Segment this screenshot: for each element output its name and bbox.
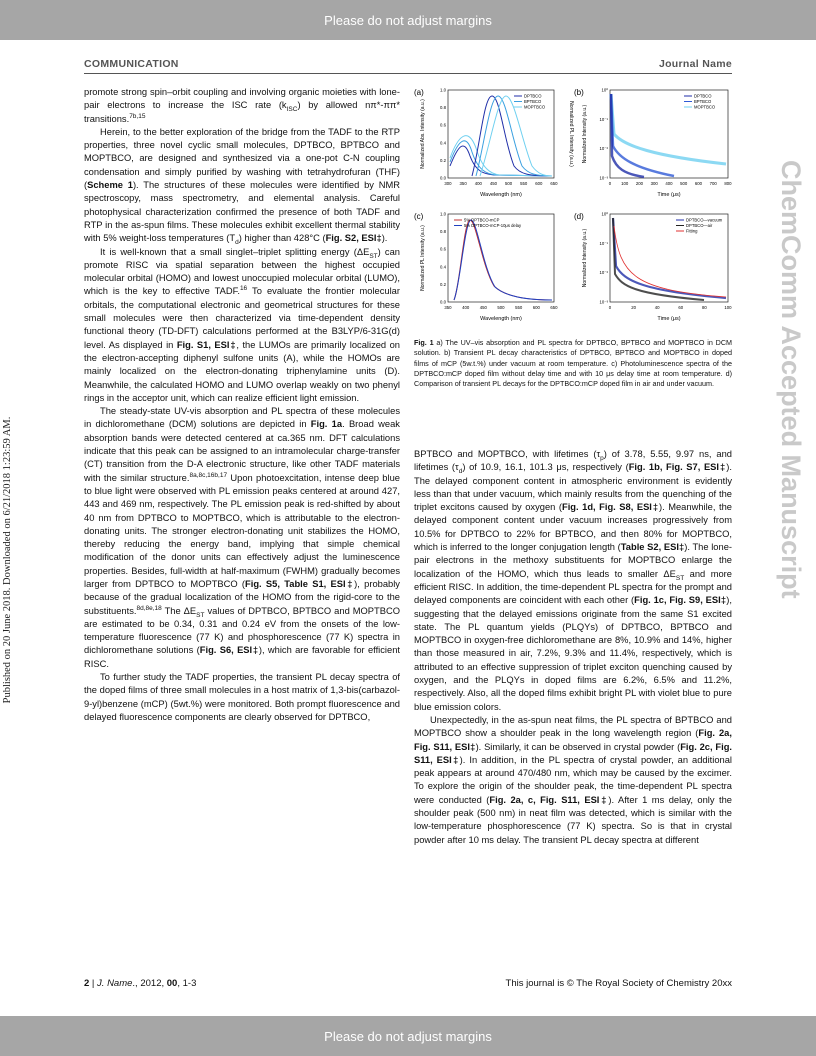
panel-c-xtick: 500 <box>497 305 505 310</box>
panel-d <box>574 212 732 323</box>
panel-b-xtick: 400 <box>665 181 673 186</box>
panel-a-xtick: 300 <box>444 181 452 186</box>
panel-d-yticks <box>600 212 609 305</box>
panel-a-ylabel-right: Normalized PL Intensity (a.u.) <box>568 101 574 167</box>
header-journal-name: Journal Name <box>658 58 732 70</box>
panel-c-xtick: 650 <box>550 305 558 310</box>
panel-a-ytick: 0.6 <box>440 122 446 128</box>
panel-a-xticks <box>444 181 558 186</box>
panel-a-ytick: 0.8 <box>440 105 446 111</box>
panel-b-xticks <box>609 181 732 186</box>
panel-a-ytick: 1.0 <box>440 87 446 93</box>
panel-b-legend-entry: MOPTBCO <box>694 104 716 110</box>
panel-b-xlabel: Time (μs) <box>657 192 681 198</box>
panel-a-legend-entry: MOPTBCO <box>524 104 546 110</box>
panel-b-xtick: 300 <box>650 181 658 186</box>
panel-b-xtick: 0 <box>608 181 612 186</box>
panel-c-ytick: 0.8 <box>440 229 446 235</box>
panel-c-yticks <box>440 212 447 305</box>
panel-b-ytick: 10⁻³ <box>599 175 608 181</box>
top-margin-banner: Please do not adjust margins <box>0 0 816 40</box>
panel-b-xtick: 100 <box>621 181 629 186</box>
caption-text: a) The UV–vis absorption and PL spectra for DPTBCO, BPTBCO and MOPTBCO in DCM solution. b) Transient PL decay characteristics of DPTBCO, BPTBCO and MOPTBCO in doped films of mCP (5w.t.%) under vacuum at room temperature. c) Photoluminescence spectra of the DPTBCO:mCP doped film without delay time and with 10 μs delay time at room temperature. d) Comparison of transient PL decays for the DPTBCO:mCP doped film in air and under vacuum. <box>414 338 732 389</box>
paragraph-7: Unexpectedly, in the as-spun neat films, the PL spectra of BPTBCO and MOPTBCO show a shoulder peak in the long wavelength region (Fig. 2a, Fig. S11, ESI‡). Similarly, it can be observed in crystal powder (Fig. 2c, Fig. S11, ESI‡). In addition, in the PL spectra of crystal powder, an additional peak appears at around 470/480 nm, which may be caused by the excimer. To explore the origin of the shoulder peak, the time-dependent PL spectra were conducted (Fig. 2a, c, Fig. S11, ESI‡). After 1 ms delay, only the shoulder peak (500 nm) in neat film was detected, which is similar with the low-temperature phosphorescence (77 K) spectra. So is that in crystal powder after 10 ms delay. The transient PL decay spectra at different <box>414 714 732 845</box>
panel-a-label: (a) <box>414 88 424 97</box>
panel-d-xtick: 100 <box>724 305 732 310</box>
panel-a-abs-moptbco <box>450 136 552 176</box>
panel-c-trace-prompt <box>454 217 552 300</box>
panel-a-xtick: 450 <box>489 181 498 186</box>
header-section-label: COMMUNICATION <box>84 58 179 70</box>
panel-a-legend-entry: DPTBCO <box>524 93 542 99</box>
panel-a-xtick: 550 <box>520 181 528 186</box>
panel-a-legend-entry: BPTBCO <box>524 99 542 104</box>
caption-label: Fig. 1 <box>414 338 434 347</box>
panel-a-xtick: 600 <box>535 181 543 186</box>
panel-c-xtick: 550 <box>515 305 523 310</box>
panel-b-xtick: 500 <box>680 181 688 186</box>
panel-b-legend-entry: BPTBCO <box>694 99 712 104</box>
paragraph-1: promote strong spin–orbit coupling and involving organic moieties with lone-pair electrons to increase the ISC rate $(k_{ISC})$ by allowed nπ*-ππ* transitions.$^{7b,15}$ <box>84 87 400 124</box>
panel-a-xlabel: Wavelength (nm) <box>480 192 522 198</box>
figure-1-caption <box>414 338 732 389</box>
panel-a-ytick: 0.4 <box>440 140 446 146</box>
figure-1 <box>414 86 732 336</box>
panel-c-xtick: 600 <box>532 305 540 310</box>
panel-c-label: (c) <box>414 212 424 221</box>
panel-c-xtick: 400 <box>462 305 470 310</box>
right-column <box>414 448 732 847</box>
panel-c-legend <box>454 218 522 229</box>
panel-b-trace-bptbco <box>611 94 674 176</box>
panel-c-xticks <box>444 305 558 310</box>
panel-b-ytick: 10⁰ <box>601 87 608 93</box>
panel-d-ylabel: Normalized Intensity (a.u.) <box>582 228 588 288</box>
panel-b-ylabel: Normalized Intensity (a.u.) <box>582 104 588 164</box>
panel-d-label: (d) <box>574 212 584 221</box>
panel-a-yticks <box>440 88 447 181</box>
panel-a-legend <box>514 94 546 110</box>
paragraph-6: BPTBCO and MOPTBCO, with lifetimes $(\tau_p)$ of 3.78, 5.55, 9.97 ns, and lifetimes $(\tau_d)$ of 10.9, 16.1, 101.3 μs, respectively (Fig. 1b, Fig. S7, ESI‡). The delayed component content in atmospheric environment is evidently less than that under vacuum, which mainly results from the quenching of the triplet excitons caused by oxygen (Fig. 1d, Fig. S8, ESI‡). Meanwhile, the delayed component content under vacuum increases progressively from 10.5% for DPTBCO to 22% for BPTBCO, and then 80% for MOPTBCO, which is inferred to the longer conjugation length (Table S2, ESI‡). The lone-pair electrons in the methoxy substituents for MOPTBCO enlarge the localization of the HOMO, which thus leads to smaller $\Delta E_{ST}$ and more efficient RISC. In addition, the time-dependent PL spectra for the prompt and delayed components are coincident with each other (Fig. 1c, Fig. S9, ESI‡), suggesting that the delayed emissions originate from the same S1 excited state. The PL quantum yields (PLQYs) of DPTBCO, BPTBCO and MOPTBCO in oxygen-free dichloromethane are 8%, 10.9% and 14%, higher than those measured in air, 7.2%, 9.3% and 11.4%, respectively, which is attributed to an effective suppression of triplet exciton quenching caused by oxygen, and the PLQYs in doped films are 6.2%, 6.5% and 11.2%, respectively. Also, all the doped films exhibit bright PL with violet blue to pure blue emission colors. <box>414 449 733 712</box>
panel-b-xtick: 200 <box>635 181 644 186</box>
panel-b-legend-entry: DPTBCO <box>694 93 712 99</box>
panel-c-xlabel: Wavelength (nm) <box>480 316 522 322</box>
side-publication-note: Published on 20 June 2018. Downloaded on 6/21/2018 1:23:59 AM. <box>2 416 13 704</box>
panel-c-ytick: 0.6 <box>440 246 446 252</box>
panel-d-ytick: 10⁻³ <box>599 299 608 305</box>
panel-b-ytick: 10⁻² <box>599 146 608 152</box>
panel-d-ytick: 10⁰ <box>601 211 608 217</box>
panel-c-legend-entry: 5% DPTBCO-mCP <box>464 217 500 223</box>
panel-b-xtick: 700 <box>709 181 717 186</box>
panel-d-ytick: 10⁻¹ <box>599 240 608 246</box>
panel-b-yticks <box>600 88 609 181</box>
paragraph-4: The steady-state UV-vis absorption and PL spectra of these molecules in dichloromethane (DCM) solutions are depicted in Fig. 1a. Broad weak absorption bands were detected centered at ca.365 nm. DFT calculations indicate that this peak can be assigned to an intramolecular charge-transfer (CT) transition from the D-A electronic structure, like other TADF materials with the similar structure.$^{8a,8c,16b,17}$ Upon photoexcitation, intense deep blue to blue light were observed with PL emission peaks centered at around 427, 443 and 469 nm, respectively. The PL emission peak is red-shifted by about 40 nm from DPTBCO to MOPTBCO, which is attributable to the electron-donating units. The stronger electron-donating unit stabilizes the HOMO, thereby reducing the energy band, implying that simple chemical modification of the donor units can effectively adjust the luminescence properties. Besides, full-width at half-maximum (FWHM) gradually becomes larger from DPTBCO to MOPTBCO (Fig. S5, Table S1, ESI‡), probably because of the gradual localization of the HOMO from the rigid-core to the substituents.$^{8d,8e,18}$ The $\Delta E_{ST}$ values of DPTBCO, BPTBCO and MOPTBCO are estimated to be 0.34, 0.31 and 0.24 eV from the onsets of the low-temperature fluorescence (77 K) and phosphorescence (77 K) spectra in dichloromethane solutions (Fig. S6, ESI‡), which are favorable for efficient RISC. <box>84 406 400 669</box>
panel-d-legend <box>676 218 723 234</box>
side-watermark: ChemComm Accepted Manuscript <box>776 160 806 599</box>
panel-a-xtick: 650 <box>550 181 558 186</box>
panel-a-ytick: 0.2 <box>440 157 446 163</box>
panel-c-trace-delay <box>454 217 552 300</box>
panel-d-xtick: 0 <box>608 305 612 310</box>
panel-d-xticks <box>609 305 732 310</box>
panel-b <box>574 88 732 199</box>
panel-d-ytick: 10⁻² <box>599 270 608 276</box>
panel-c-ytick: 0.4 <box>440 264 446 270</box>
panel-c-xtick: 450 <box>479 305 487 310</box>
bottom-margin-banner: Please do not adjust margins <box>0 1016 816 1056</box>
paragraph-2: Herein, to the better exploration of the bridge from the TADF to the RTP properties, three novel cyclic small molecules, DPTBCO, BPTBCO and MOPTBCO, are designed and synthesized via a one-pot C-N coupling condensation and simply purified by washing with tetrahydrofuran (THF) (Scheme 1). The structures of these molecules were identified by NMR spectroscopy, mass spectrometry, and elemental analysis. Careful photophysical characterization confirmed the presence of both TADF and RTP in the as-spun films. These molecules exhibit excellent thermal stability with 5% weight-loss temperatures $(T_d)$ higher than 428°C (Fig. S2, ESI‡). <box>84 126 400 247</box>
footer-right: This journal is © The Royal Society of Chemistry 20xx <box>505 978 732 989</box>
panel-c-xtick: 350 <box>444 305 452 310</box>
panel-d-xtick: 60 <box>678 305 684 310</box>
panel-d-legend-entry: Fitting <box>686 228 698 234</box>
panel-b-legend <box>684 94 716 110</box>
panel-b-ytick: 10⁻¹ <box>599 116 608 122</box>
footer-left: 2 | J. Name., 2012, 00, 1-3 <box>84 978 197 989</box>
panel-d-xtick: 20 <box>631 305 636 310</box>
panel-c-ylabel: Normalized PL Intensity (a.u.) <box>420 225 426 291</box>
panel-a-ylabel-left: Normalized Abs. Intensity (a.u.) <box>420 99 426 169</box>
header-rule <box>84 73 732 74</box>
panel-d-xtick: 80 <box>702 305 707 310</box>
panel-c-ytick: 0.2 <box>440 281 446 287</box>
panel-c-legend-entry: 5% DPTBCO-mCP-10μs delay <box>464 223 522 228</box>
panel-a <box>414 88 574 199</box>
figure-1-svg <box>414 86 732 336</box>
panel-c-ytick: 0.0 <box>440 299 446 305</box>
panel-a-ytick: 0.0 <box>440 175 446 181</box>
panel-a-xtick: 350 <box>459 181 467 186</box>
panel-d-legend-entry: DPTBCO—vacuum <box>686 217 723 223</box>
panel-a-xtick: 400 <box>474 181 482 186</box>
panel-b-label: (b) <box>574 88 584 97</box>
panel-d-legend-entry: DPTBCO—air <box>686 223 713 228</box>
left-column <box>84 86 400 724</box>
paragraph-5: To further study the TADF properties, the transient PL decay spectra of the doped films of three small molecules in a host matrix of 1,3-bis(carbazol-9-yl)benzene (mCP) (5wt.%) were monitored. Both prompt fluorescence and delayed fluorescence components are clearly observed for DPTBCO, <box>84 672 400 722</box>
panel-d-xlabel: Time (μs) <box>657 316 681 322</box>
panel-d-xtick: 40 <box>654 305 660 310</box>
panel-b-xtick: 600 <box>694 181 703 186</box>
panel-b-xtick: 800 <box>724 181 732 186</box>
panel-c <box>414 212 558 323</box>
panel-a-xtick: 500 <box>504 181 513 186</box>
panel-c-ytick: 1.0 <box>440 211 446 217</box>
paragraph-3: It is well-known that a small singlet–triplet splitting energy $(\Delta E_{ST})$ can promote RISC via spatial separation between the highest occupied molecular orbital (HOMO) and lowest unoccupied molecular orbital (LUMO), which is the key to effective TADF.$^{16}$ To evaluate the frontier molecular orbitals, the computational electronic and geometrical structures for these small molecules were then characterized via time-dependent density functional theory (TD-DFT) calculations performed at the B3LYP/6-31G(d) level. As displayed in Fig. S1, ESI‡, the LUMOs are primarily localized on the electron-accepting diphenyl sulfone units (A), while the HOMOs are mainly localized on the electron-donating triphenylamine units (D). Meanwhile, the calculated HOMO and LUMO overlap weakly on two phenyl rings in the acceptor unit, which can realize efficient light emission. <box>84 246 400 403</box>
